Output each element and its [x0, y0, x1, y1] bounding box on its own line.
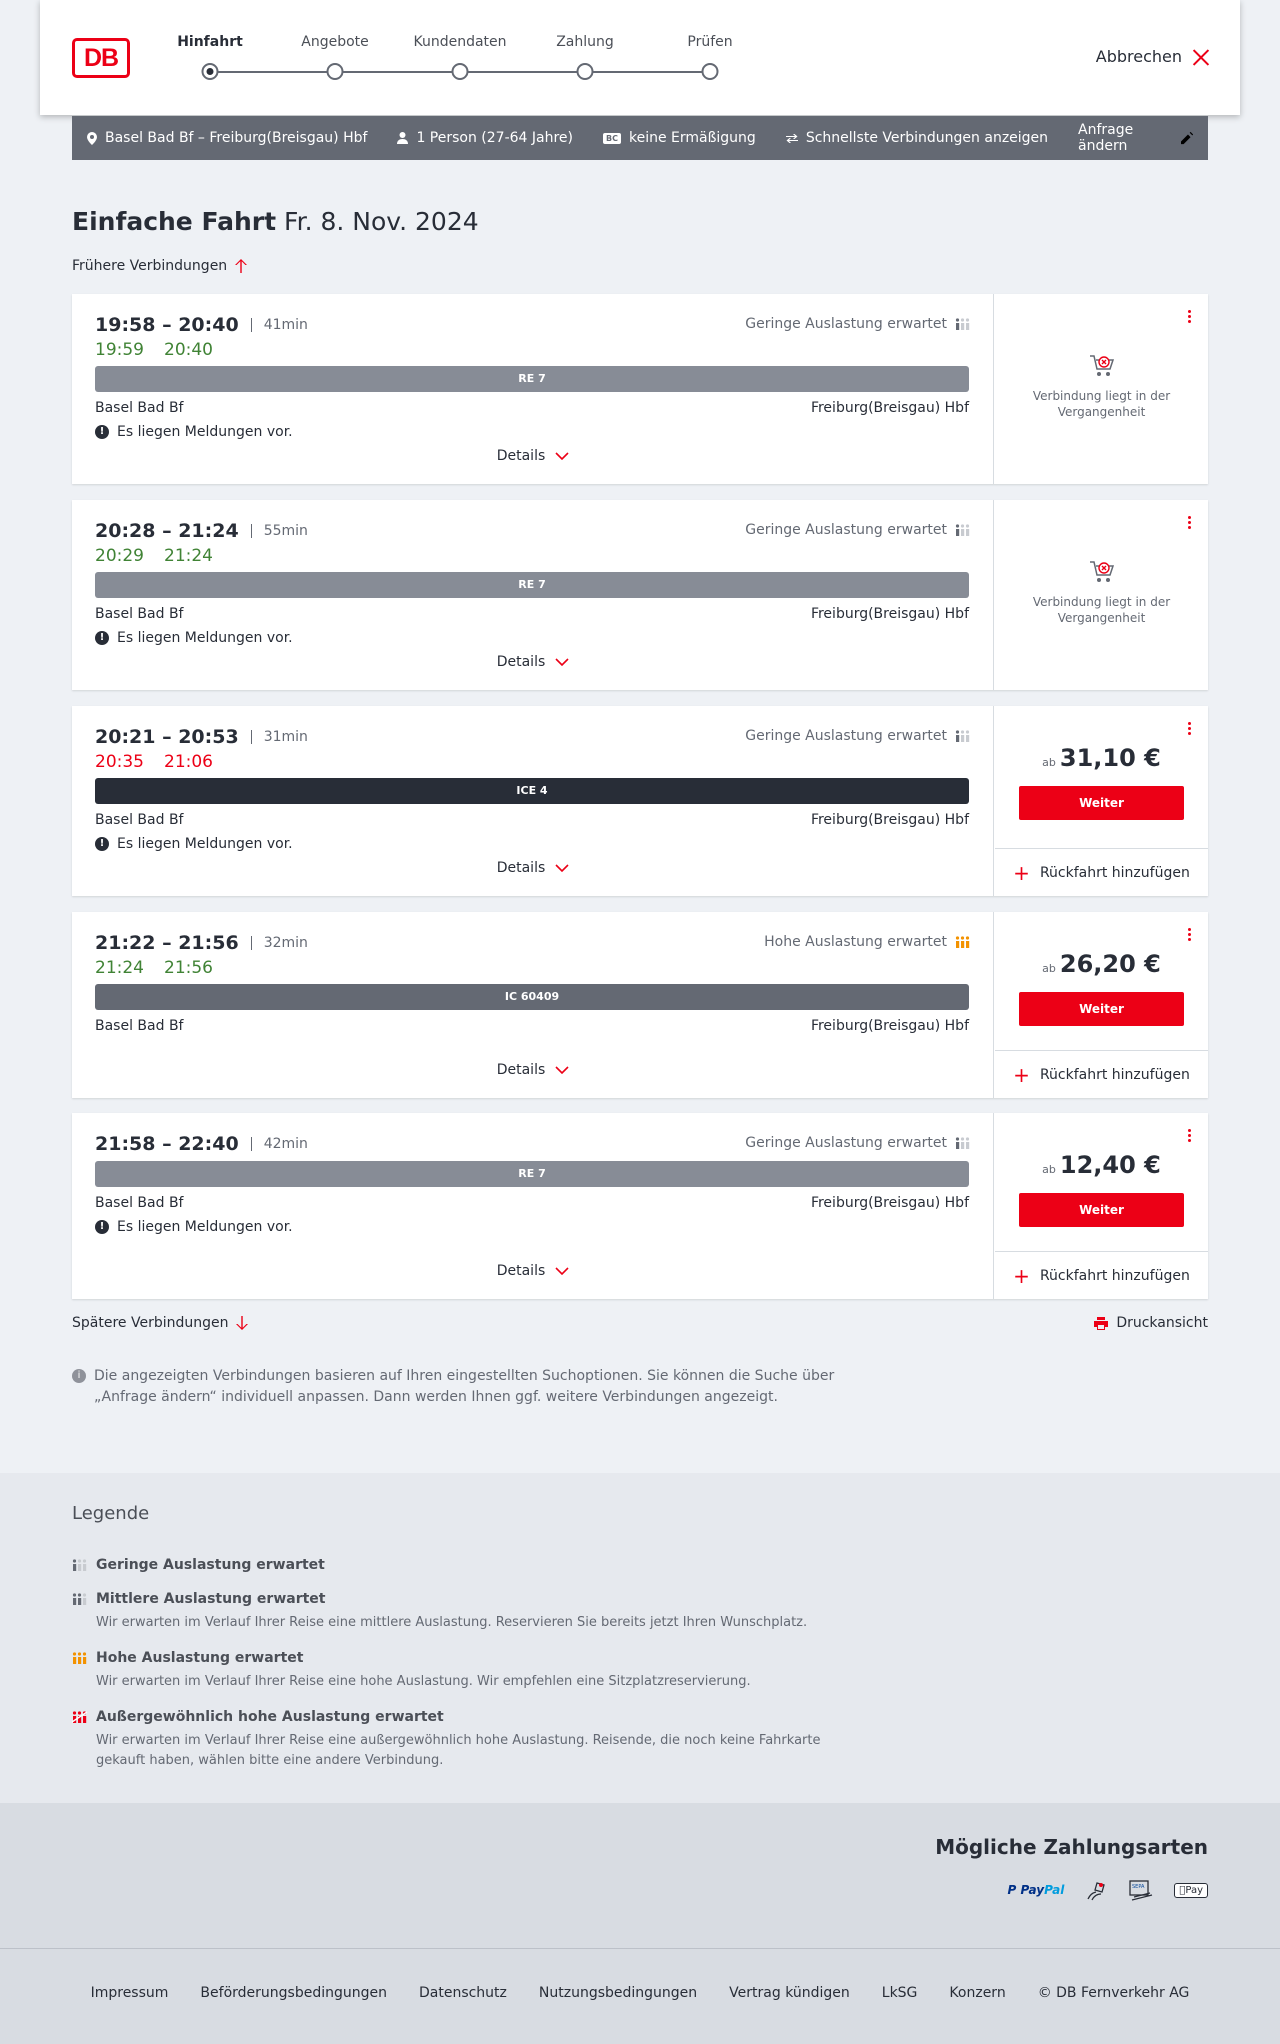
connection-main [72, 1113, 994, 1299]
departure-station: Basel Bad Bf [95, 812, 184, 828]
realtime-times [95, 958, 213, 978]
message-text: Es liegen Meldungen vor. [117, 836, 293, 852]
paypal-icon: P PayPal [1007, 1883, 1065, 1897]
sepa-label: SEPA [1132, 1884, 1145, 1890]
occupancy-low-icon [955, 730, 971, 742]
step-label-3: Zahlung [556, 34, 614, 50]
footer-link[interactable]: Datenschutz [418, 1985, 507, 2001]
add-return-button[interactable] [995, 848, 1208, 896]
price-prefix: ab [1042, 756, 1056, 769]
add-return-button[interactable] [995, 1251, 1208, 1299]
arrival-station: Freiburg(Breisgau) Hbf [810, 606, 969, 622]
more-options-icon[interactable] [1188, 722, 1192, 738]
details-toggle[interactable] [72, 1263, 994, 1279]
message-text: Es liegen Meldungen vor. [117, 1219, 293, 1235]
footer-link[interactable]: Vertrag kündigen [729, 1985, 850, 2001]
footer-link[interactable]: Konzern [949, 1985, 1006, 2001]
arrival-station: Freiburg(Breisgau) Hbf [810, 1018, 969, 1034]
details-label: Details [496, 654, 546, 670]
legend-item [72, 1591, 852, 1633]
plus-icon: + [1013, 1263, 1030, 1288]
realtime-arrival: 21:56 [164, 958, 213, 978]
more-options-icon[interactable] [1188, 310, 1192, 326]
query-passengers [397, 130, 573, 146]
occupancy-mid-icon [72, 1593, 88, 1605]
location-pin-icon [87, 132, 97, 145]
departure-station: Basel Bad Bf [95, 400, 184, 416]
realtime-times [95, 340, 213, 360]
info-icon: i [72, 1369, 86, 1383]
occupancy-low-icon [955, 1137, 971, 1149]
connection-times [95, 520, 308, 542]
print-view-link[interactable] [1094, 1315, 1208, 1331]
query-fastest [786, 130, 1048, 146]
occupancy-low-icon [955, 524, 971, 536]
train-bar[interactable]: RE 7 [95, 366, 969, 392]
later-label: Spätere Verbindungen [72, 1315, 229, 1331]
connection-main [72, 706, 994, 896]
departure-station: Basel Bad Bf [95, 1018, 184, 1034]
occupancy-low-icon [72, 1559, 88, 1571]
message-text: Es liegen Meldungen vor. [117, 424, 293, 440]
realtime-times [95, 752, 213, 772]
footer [0, 1948, 1280, 2044]
details-toggle[interactable] [72, 1062, 994, 1078]
connection-offer [995, 500, 1208, 690]
step-dot-1 [327, 63, 344, 80]
connection-main [72, 500, 994, 690]
occupancy-info [745, 728, 971, 744]
continue-button[interactable]: Weiter [1019, 992, 1184, 1026]
legend-item-title: Mittlere Auslastung erwartet [96, 1591, 326, 1607]
connection-times [95, 314, 308, 336]
more-options-icon[interactable] [1188, 1129, 1192, 1145]
occupancy-text: Geringe Auslastung erwartet [745, 316, 947, 332]
price-prefix: ab [1042, 1163, 1056, 1176]
duration: 42min [251, 1137, 308, 1151]
query-route [87, 130, 367, 146]
legend-item [72, 1650, 852, 1692]
query-bar [72, 116, 1208, 160]
message-notice[interactable] [95, 1219, 293, 1235]
occupancy-extreme-icon [72, 1711, 88, 1723]
payment-title: Mögliche Zahlungsarten [935, 1835, 1208, 1859]
more-options-icon[interactable] [1188, 928, 1192, 944]
occupancy-text: Geringe Auslastung erwartet [745, 728, 947, 744]
details-toggle[interactable] [72, 654, 994, 670]
details-label: Details [496, 1062, 546, 1078]
price-value: 12,40 € [1059, 1151, 1161, 1179]
duration: 41min [251, 318, 308, 332]
footer-link[interactable]: Nutzungsbedingungen [538, 1985, 698, 2001]
page-title [72, 207, 479, 236]
duration: 55min [251, 524, 308, 538]
continue-button[interactable]: Weiter [1019, 1193, 1184, 1227]
scheduled-times: 21:58 – 22:40 [95, 1133, 239, 1155]
alert-icon: ! [95, 1220, 109, 1234]
train-bar[interactable]: ICE 4 [95, 778, 969, 804]
realtime-arrival: 20:40 [164, 340, 213, 360]
chevron-down-icon [555, 864, 569, 872]
arrival-station: Freiburg(Breisgau) Hbf [810, 812, 969, 828]
realtime-arrival: 21:06 [164, 752, 213, 772]
later-connections-link[interactable] [72, 1315, 248, 1331]
info-note-text: Die angezeigten Verbindungen basieren auf Ihren eingestellten Suchoptionen. Sie können die Suche über „Anfrage ändern“ individuell anpassen. Dann werden Ihnen ggf. weitere Verbindungen angezeigt. [94, 1368, 835, 1405]
realtime-departure: 21:24 [95, 958, 144, 978]
connection-card [72, 500, 1208, 690]
fastest-text: Schnellste Verbindungen anzeigen [805, 130, 1049, 146]
footer-link: © DB Fernverkehr AG [1037, 1985, 1190, 2001]
add-return-label: Rückfahrt hinzufügen [1039, 864, 1190, 881]
close-icon [1192, 48, 1210, 66]
connection-offer [995, 1113, 1208, 1299]
occupancy-high-icon [72, 1652, 88, 1664]
arrow-up-icon [235, 259, 247, 273]
header [40, 0, 1240, 115]
paypal-word-2: Pal [1044, 1883, 1065, 1897]
alert-icon: ! [95, 837, 109, 851]
price [995, 1151, 1208, 1179]
connection-offer [995, 912, 1208, 1098]
realtime-departure: 20:35 [95, 752, 144, 772]
legend-item-description: Wir erwarten im Verlauf Ihrer Reise eine außergewöhnlich hohe Auslastung. Reisende, die noch keine Fahrkarte gekauft haben, wählen bitte eine andere Verbindung. [96, 1733, 821, 1768]
duration: 32min [251, 936, 308, 950]
price [995, 950, 1208, 978]
details-label: Details [496, 448, 546, 464]
plus-icon: + [1013, 1062, 1030, 1087]
edit-query-button[interactable] [1078, 122, 1193, 154]
step-label-0: Hinfahrt [177, 34, 243, 50]
scheduled-times: 21:22 – 21:56 [95, 932, 239, 954]
details-toggle[interactable] [72, 448, 994, 464]
realtime-departure: 19:59 [95, 340, 144, 360]
discount-text: keine Ermäßigung [628, 130, 756, 146]
details-label: Details [496, 860, 546, 876]
sepa-icon [1128, 1879, 1154, 1901]
chevron-down-icon [555, 1066, 569, 1074]
cancel-label: Abbrechen [1095, 47, 1182, 66]
chevron-down-icon [555, 1267, 569, 1275]
printer-icon [1094, 1317, 1108, 1330]
step-label-4: Prüfen [687, 34, 733, 50]
apple-pay-icon [1174, 1883, 1208, 1898]
message-notice[interactable] [95, 836, 293, 852]
chevron-down-icon [555, 658, 569, 666]
query-discount [603, 130, 756, 146]
occupancy-info [764, 934, 971, 950]
connection-card [72, 912, 1208, 1098]
connection-card [72, 706, 1208, 896]
connection-times [95, 932, 308, 954]
payment-section [0, 1803, 1280, 1948]
connection-main [72, 294, 994, 484]
past-text: Verbindung liegt in der Vergangenheit [1032, 389, 1171, 419]
swap-arrows-icon [786, 133, 798, 143]
connection-times [95, 726, 308, 748]
step-dot-2 [452, 63, 469, 80]
pencil-icon [1181, 131, 1193, 145]
connection-times [95, 1133, 308, 1155]
occupancy-info [745, 316, 971, 332]
realtime-departure: 20:29 [95, 546, 144, 566]
details-toggle[interactable] [72, 860, 994, 876]
step-dot-3 [577, 63, 594, 80]
route-text: Basel Bad Bf – Freiburg(Breisgau) Hbf [105, 130, 368, 146]
earlier-connections-link[interactable] [72, 258, 247, 274]
step-dot-0 [202, 63, 219, 80]
apple-pay-label: Pay [1185, 1884, 1203, 1896]
connection-main [72, 912, 994, 1098]
price-prefix: ab [1042, 962, 1056, 975]
info-note [72, 1366, 852, 1408]
scheduled-times: 20:28 – 21:24 [95, 520, 239, 542]
occupancy-info [745, 1135, 971, 1151]
details-label: Details [496, 1263, 546, 1279]
past-connection-notice [995, 560, 1208, 626]
edit-query-label: Anfrage ändern [1078, 122, 1134, 154]
step-label-2: Kundendaten [413, 34, 507, 50]
departure-station: Basel Bad Bf [95, 1195, 184, 1211]
cart-unavailable-icon [1089, 354, 1115, 378]
step-label-1: Angebote [301, 34, 369, 50]
alert-icon: ! [95, 631, 109, 645]
more-options-icon[interactable] [1188, 516, 1192, 532]
connection-offer [995, 706, 1208, 896]
message-notice[interactable] [95, 424, 293, 440]
trip-type: Einfache Fahrt [72, 207, 277, 236]
footer-link[interactable]: Beförderungsbedingungen [200, 1985, 387, 2001]
realtime-times [95, 546, 213, 566]
db-logo[interactable]: DB [72, 38, 130, 78]
add-return-label: Rückfahrt hinzufügen [1039, 1066, 1190, 1083]
scheduled-times: 19:58 – 20:40 [95, 314, 239, 336]
footer-link[interactable]: Impressum [90, 1985, 169, 2001]
continue-button[interactable]: Weiter [1019, 786, 1184, 820]
legend-item-title: Geringe Auslastung erwartet [96, 1557, 325, 1573]
footer-link[interactable]: LkSG [881, 1985, 918, 2001]
legend-title: Legende [72, 1503, 150, 1524]
alert-icon: ! [95, 425, 109, 439]
arrival-station: Freiburg(Breisgau) Hbf [810, 400, 969, 416]
cart-unavailable-icon [1089, 560, 1115, 584]
connection-card [72, 294, 1208, 484]
price-value: 31,10 € [1059, 744, 1161, 772]
message-notice[interactable] [95, 630, 293, 646]
plus-icon: + [1013, 860, 1030, 885]
person-icon [397, 132, 408, 144]
occupancy-text: Geringe Auslastung erwartet [745, 1135, 947, 1151]
add-return-button[interactable] [995, 1050, 1208, 1098]
legend-item [72, 1709, 852, 1771]
duration: 31min [251, 730, 308, 744]
past-text: Verbindung liegt in der Vergangenheit [1032, 595, 1171, 625]
arrow-down-icon [236, 1316, 248, 1330]
print-label: Druckansicht [1116, 1315, 1208, 1331]
occupancy-text: Geringe Auslastung erwartet [745, 522, 947, 538]
train-bar[interactable]: IC 60409 [95, 984, 969, 1010]
occupancy-low-icon [955, 318, 971, 330]
chevron-down-icon [555, 452, 569, 460]
paypal-word-1: Pay [1020, 1883, 1045, 1897]
legend-item-title: Hohe Auslastung erwartet [96, 1650, 304, 1666]
bahncard-icon: BC [603, 133, 621, 144]
price [995, 744, 1208, 772]
message-text: Es liegen Meldungen vor. [117, 630, 293, 646]
past-connection-notice [995, 354, 1208, 420]
legend-item-description: Wir erwarten im Verlauf Ihrer Reise eine mittlere Auslastung. Reservieren Sie bereits jetzt Ihren Wunschplatz. [96, 1615, 808, 1630]
legend-item [72, 1557, 852, 1573]
cancel-button[interactable] [1096, 47, 1210, 66]
connection-offer [995, 294, 1208, 484]
occupancy-high-icon [955, 936, 971, 948]
train-bar[interactable]: RE 7 [95, 1161, 969, 1187]
realtime-arrival: 21:24 [164, 546, 213, 566]
occupancy-info [745, 522, 971, 538]
passengers-text: 1 Person (27-64 Jahre) [416, 130, 573, 146]
add-return-label: Rückfahrt hinzufügen [1039, 1267, 1190, 1284]
arrival-station: Freiburg(Breisgau) Hbf [810, 1195, 969, 1211]
legend-section [0, 1473, 1280, 1803]
legend-item-title: Außergewöhnlich hohe Auslastung erwartet [96, 1709, 444, 1725]
earlier-label: Frühere Verbindungen [72, 258, 228, 274]
trip-date: Fr. 8. Nov. 2024 [284, 207, 479, 236]
occupancy-text: Hohe Auslastung erwartet [764, 934, 947, 950]
step-dot-4 [702, 63, 719, 80]
legend-item-description: Wir erwarten im Verlauf Ihrer Reise eine hohe Auslastung. Wir empfehlen eine Sitzplatzreservierung. [96, 1674, 751, 1689]
price-value: 26,20 € [1059, 950, 1161, 978]
connection-card [72, 1113, 1208, 1299]
credit-card-icon [1084, 1879, 1108, 1901]
train-bar[interactable]: RE 7 [95, 572, 969, 598]
departure-station: Basel Bad Bf [95, 606, 184, 622]
scheduled-times: 20:21 – 20:53 [95, 726, 239, 748]
